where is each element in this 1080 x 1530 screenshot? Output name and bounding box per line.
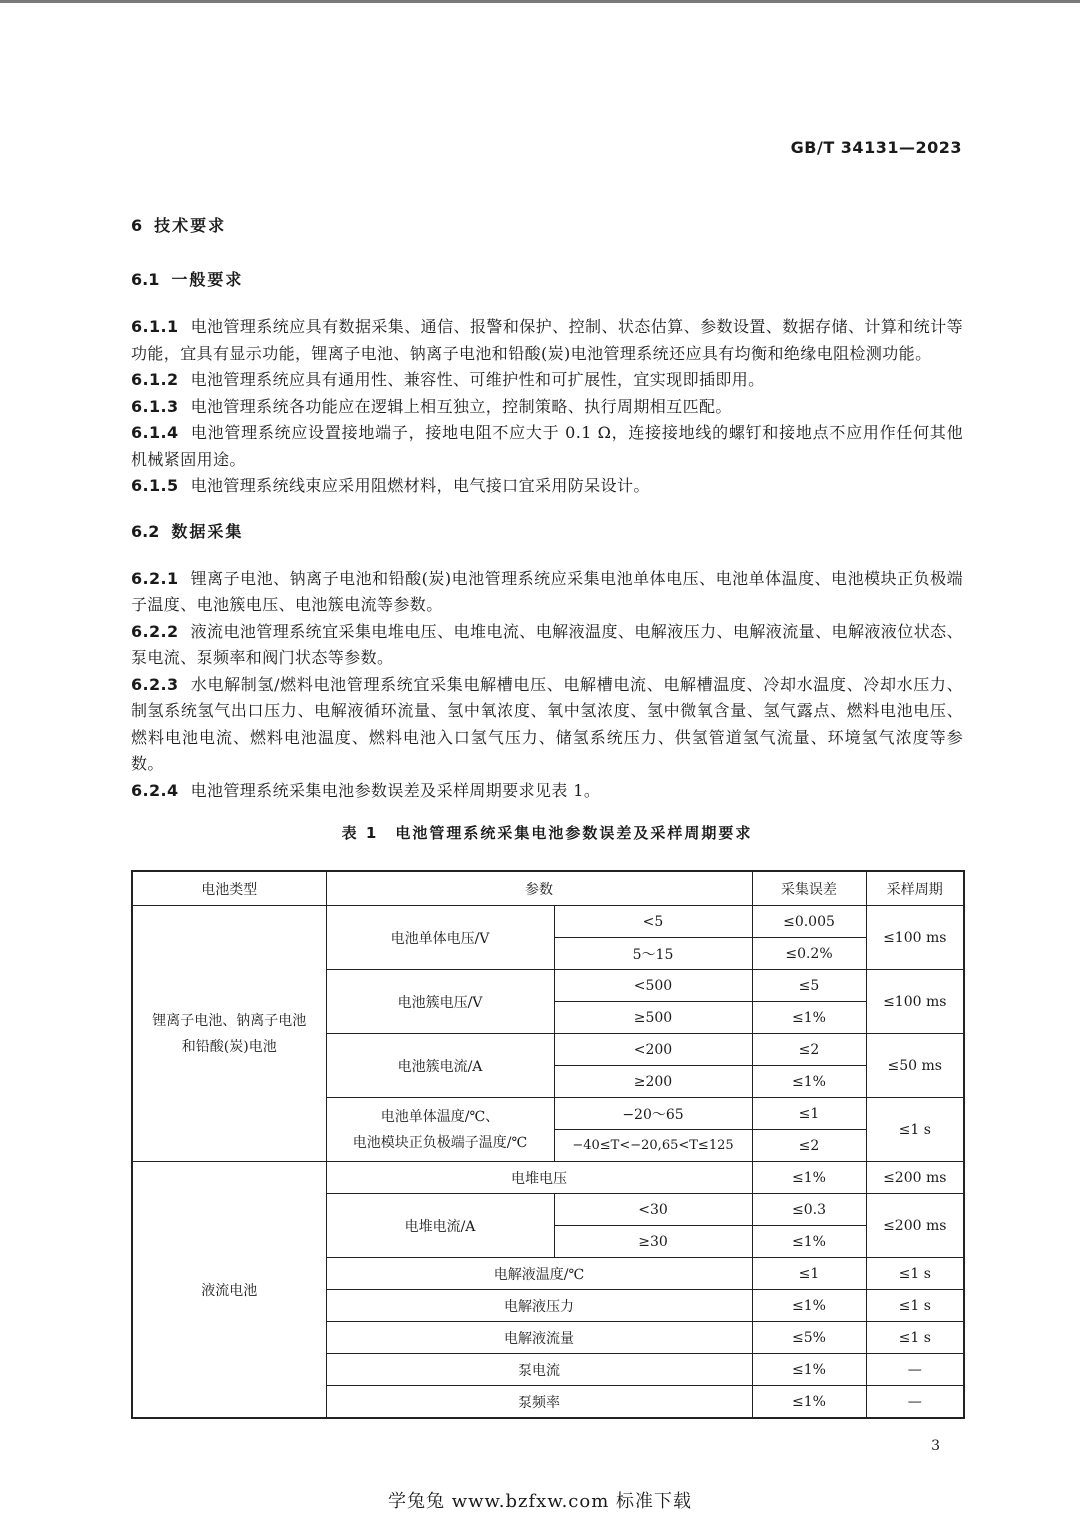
param-cell: 电堆电流/A (326, 1194, 554, 1258)
error-cell: ≤0.005 (752, 906, 866, 938)
page-number: 3 (931, 1438, 940, 1454)
clause-6-2-2: 6.2.2 液流电池管理系统宜采集电堆电压、电堆电流、电解液温度、电解液压力、电解液流量、电解液液位状态、泵电流、泵频率和阀门状态等参数。 (131, 621, 963, 667)
section-title: 技术要求 (154, 216, 227, 235)
range-cell: −20～65 (554, 1098, 752, 1130)
param-cell: 电池簇电压/V (326, 970, 554, 1034)
table-1-caption: 表 1 电池管理系统采集电池参数误差及采样周期要求 (341, 824, 753, 842)
range-cell: −40≤T<−20,65<T≤125 (554, 1130, 752, 1162)
period-cell: ≤100 ms (866, 970, 964, 1034)
error-cell: ≤0.3 (752, 1194, 866, 1226)
watermark-footer: 学兔兔 www.bzfxw.com 标准下载 (387, 1491, 693, 1512)
period-cell: ≤1 s (866, 1258, 964, 1290)
section-6-2-heading (131, 518, 963, 546)
header-cell: 采集误差 (752, 871, 866, 906)
header-cell: 参数 (326, 871, 752, 906)
clause-6-2-1: 6.2.1 锂离子电池、钠离子电池和铅酸(炭)电池管理系统应采集电池单体电压、电池单体温度、电池模块正负极端子温度、电池簇电压、电池簇电流等参数。 (131, 568, 963, 614)
period-cell: ≤200 ms (866, 1194, 964, 1258)
error-cell: ≤1 (752, 1098, 866, 1130)
param-cell: 电池单体电压/V (326, 906, 554, 970)
clause-6-1-5: 6.1.5 电池管理系统线束应采用阻燃材料，电气接口宜采用防呆设计。 (131, 476, 650, 495)
range-cell: 5～15 (554, 938, 752, 970)
error-cell: ≤1% (752, 1290, 866, 1322)
range-cell: <500 (554, 970, 752, 1002)
param-cell: 电解液流量 (326, 1322, 752, 1354)
section-number: 6.2 (131, 521, 160, 541)
range-cell: ≥200 (554, 1066, 752, 1098)
param-cell: 电堆电压 (326, 1162, 752, 1194)
error-cell: ≤1% (752, 1162, 866, 1194)
clause-6-1-4: 6.1.4 电池管理系统应设置接地端子，接地电阻不应大于 0.1 Ω，连接接地线的螺钉和接地点不应用作任何其他机械紧固用途。 (131, 423, 963, 469)
period-cell: ≤100 ms (866, 906, 964, 970)
param-cell (326, 1098, 554, 1162)
clause-6-1-3: 6.1.3 电池管理系统各功能应在逻辑上相互独立，控制策略、执行周期相互匹配。 (131, 396, 732, 416)
range-cell: ≥500 (554, 1002, 752, 1034)
param-label-line: 电池单体温度/℃、 (380, 1108, 500, 1125)
period-cell: — (866, 1386, 964, 1419)
battery-type-cell: 锂离子电池、钠离子电池和铅酸(炭)电池 (132, 906, 326, 1162)
error-cell: ≤1% (752, 1354, 866, 1386)
clause-6-1-2: 6.1.2 电池管理系统应具有通用性、兼容性、可维护性和可扩展性，宜实现即插即用。 (131, 370, 765, 389)
section-number: 6 (131, 216, 143, 235)
table-row (132, 1162, 964, 1194)
param-label-line: 电池模块正负极端子温度/℃ (352, 1134, 528, 1151)
param-cell: 电解液压力 (326, 1290, 752, 1322)
error-cell: ≤1% (752, 1386, 866, 1419)
clause-6-2-4: 6.2.4 电池管理系统采集电池参数误差及采样周期要求见表 1。 (131, 780, 601, 800)
error-cell: ≤2 (752, 1034, 866, 1066)
range-cell: <200 (554, 1034, 752, 1066)
range-cell: <5 (554, 906, 752, 938)
period-cell: ≤1 s (866, 1290, 964, 1322)
table-header-row (132, 871, 964, 906)
standard-number: GB/T 34131—2023 (790, 138, 962, 157)
document-body (131, 212, 963, 863)
header-cell: 采样周期 (866, 871, 964, 906)
battery-type-cell: 液流电池 (132, 1162, 326, 1419)
error-cell: ≤0.2% (752, 938, 866, 970)
table-1 (131, 870, 965, 1419)
section-6-1-heading (131, 266, 963, 294)
period-cell: ≤1 s (866, 1098, 964, 1162)
table-row (132, 906, 964, 938)
param-cell: 电池簇电流/A (326, 1034, 554, 1098)
error-cell: ≤2 (752, 1130, 866, 1162)
period-cell: ≤50 ms (866, 1034, 964, 1098)
param-cell: 电解液温度/℃ (326, 1258, 752, 1290)
param-cell: 泵电流 (326, 1354, 752, 1386)
range-cell: <30 (554, 1194, 752, 1226)
period-cell: ≤1 s (866, 1322, 964, 1354)
period-cell: — (866, 1354, 964, 1386)
clause-6-1-1: 6.1.1 电池管理系统应具有数据采集、通信、报警和保护、控制、状态估算、参数设置、数据存储、计算和统计等功能，宜具有显示功能，锂离子电池、钠离子电池和铅酸(炭)电池管理系统还应具有均衡和绝缘电阻检测功能。 (131, 317, 963, 363)
range-cell: ≥30 (554, 1226, 752, 1258)
section-title: 一般要求 (171, 270, 244, 289)
error-cell: ≤1% (752, 1066, 866, 1098)
error-cell: ≤5 (752, 970, 866, 1002)
param-cell: 泵频率 (326, 1386, 752, 1419)
section-title: 数据采集 (171, 521, 244, 541)
error-cell: ≤5% (752, 1322, 866, 1354)
error-cell: ≤1 (752, 1258, 866, 1290)
header-cell: 电池类型 (132, 871, 326, 906)
error-cell: ≤1% (752, 1226, 866, 1258)
period-cell: ≤200 ms (866, 1162, 964, 1194)
clause-6-2-3: 6.2.3 水电解制氢/燃料电池管理系统宜采集电解槽电压、电解槽电流、电解槽温度、冷却水温度、冷却水压力、制氢系统氢气出口压力、电解液循环流量、氢中氧浓度、氧中氢浓度、氢中微氧含量、氢气露点、燃料电池电压、燃料电池电流、燃料电池温度、燃料电池入口氢气压力、储氢系统压力、供氢管道氢气流量、环境氢气浓度等参数。 (131, 674, 963, 773)
section-number: 6.1 (131, 270, 160, 289)
error-cell: ≤1% (752, 1002, 866, 1034)
top-rule (0, 0, 1080, 3)
section-6-heading (131, 212, 963, 240)
